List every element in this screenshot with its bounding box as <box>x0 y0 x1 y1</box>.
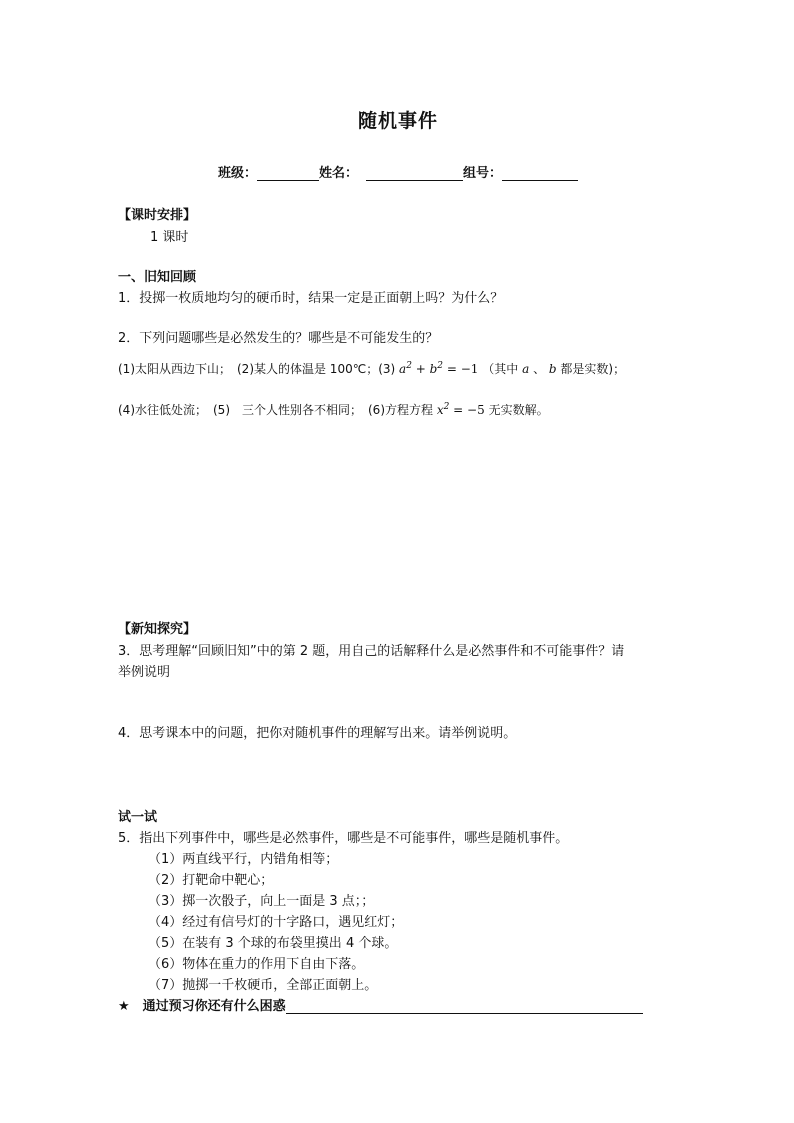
try-heading: 试一试 <box>118 810 158 825</box>
class-blank[interactable] <box>257 166 319 181</box>
review-heading: 一、旧知回顾 <box>118 270 197 285</box>
equation-x2-rhs: = −5 <box>453 403 485 417</box>
equation-a2-b2: $a^2 + b^2$ <box>399 361 444 376</box>
question-2-line-2 <box>118 401 549 418</box>
lesson-heading: 【课时安排】 <box>118 208 197 223</box>
var-b: b <box>545 362 561 376</box>
name-blank[interactable] <box>366 166 463 181</box>
equation-x2: $x^2$ <box>436 402 450 417</box>
explore-heading: 【新知探究】 <box>118 622 197 637</box>
q2-items-1-3: (1)太阳从西边下山； (2)某人的体温是 100℃；(3) <box>118 362 396 376</box>
equation-a2-b2-rhs: = −1 <box>446 362 479 376</box>
var-a: a <box>518 362 534 376</box>
question-5: 5．指出下列事件中，哪些是必然事件，哪些是不可能事件，哪些是随机事件。 <box>118 831 569 846</box>
question-3-line-1: 3．思考理解“回顾旧知”中的第 2 题，用自己的话解释什么是必然事件和不可能事件？请 <box>118 644 625 659</box>
footer-answer-line[interactable] <box>286 999 643 1014</box>
list-item: （4）经过有信号灯的十字路口，遇见红灯； <box>148 915 404 930</box>
question-1: 1．投掷一枚质地均匀的硬币时，结果一定是正面朝上吗？为什么？ <box>118 291 504 306</box>
group-label: 组号： <box>463 166 503 181</box>
list-item: （1）两直线平行，内错角相等； <box>148 852 339 867</box>
footer-question <box>118 995 643 1014</box>
question-2: 2．下列问题哪些是必然发生的？哪些是不可能发生的？ <box>118 331 439 346</box>
lesson-value: 1 课时 <box>150 230 189 245</box>
q2-note-close: 都是实数)； <box>560 362 626 376</box>
question-2-line-1 <box>118 360 625 377</box>
list-item: （2）打靶命中靶心； <box>148 873 274 888</box>
list-item: （3）掷一次骰子，向上一面是 3 点；； <box>148 894 375 909</box>
name-label: 姓名： <box>319 166 359 181</box>
group-blank[interactable] <box>502 166 578 181</box>
student-info-row <box>218 162 578 181</box>
q2-note-open: （其中 <box>482 362 519 376</box>
list-item: （6）物体在重力的作用下自由下落。 <box>148 957 365 972</box>
class-label: 班级： <box>218 166 258 181</box>
q2-items-4-6: (4)水往低处流； (5) 三个人性别各不相同； (6)方程方程 <box>118 403 433 417</box>
footer-text: ★ 通过预习你还有什么困惑 <box>118 999 286 1014</box>
page-title: 随机事件 <box>358 110 439 132</box>
question-3-line-2: 举例说明 <box>118 665 171 680</box>
question-4: 4．思考课本中的问题，把你对随机事件的理解写出来。请举例说明。 <box>118 726 517 741</box>
list-item: （5）在装有 3 个球的布袋里摸出 4 个球。 <box>148 936 398 951</box>
list-item: （7）抛掷一千枚硬币，全部正面朝上。 <box>148 978 378 993</box>
q2-item-6-end: 无实数解。 <box>488 403 549 417</box>
q2-note-sep: 、 <box>533 362 546 376</box>
